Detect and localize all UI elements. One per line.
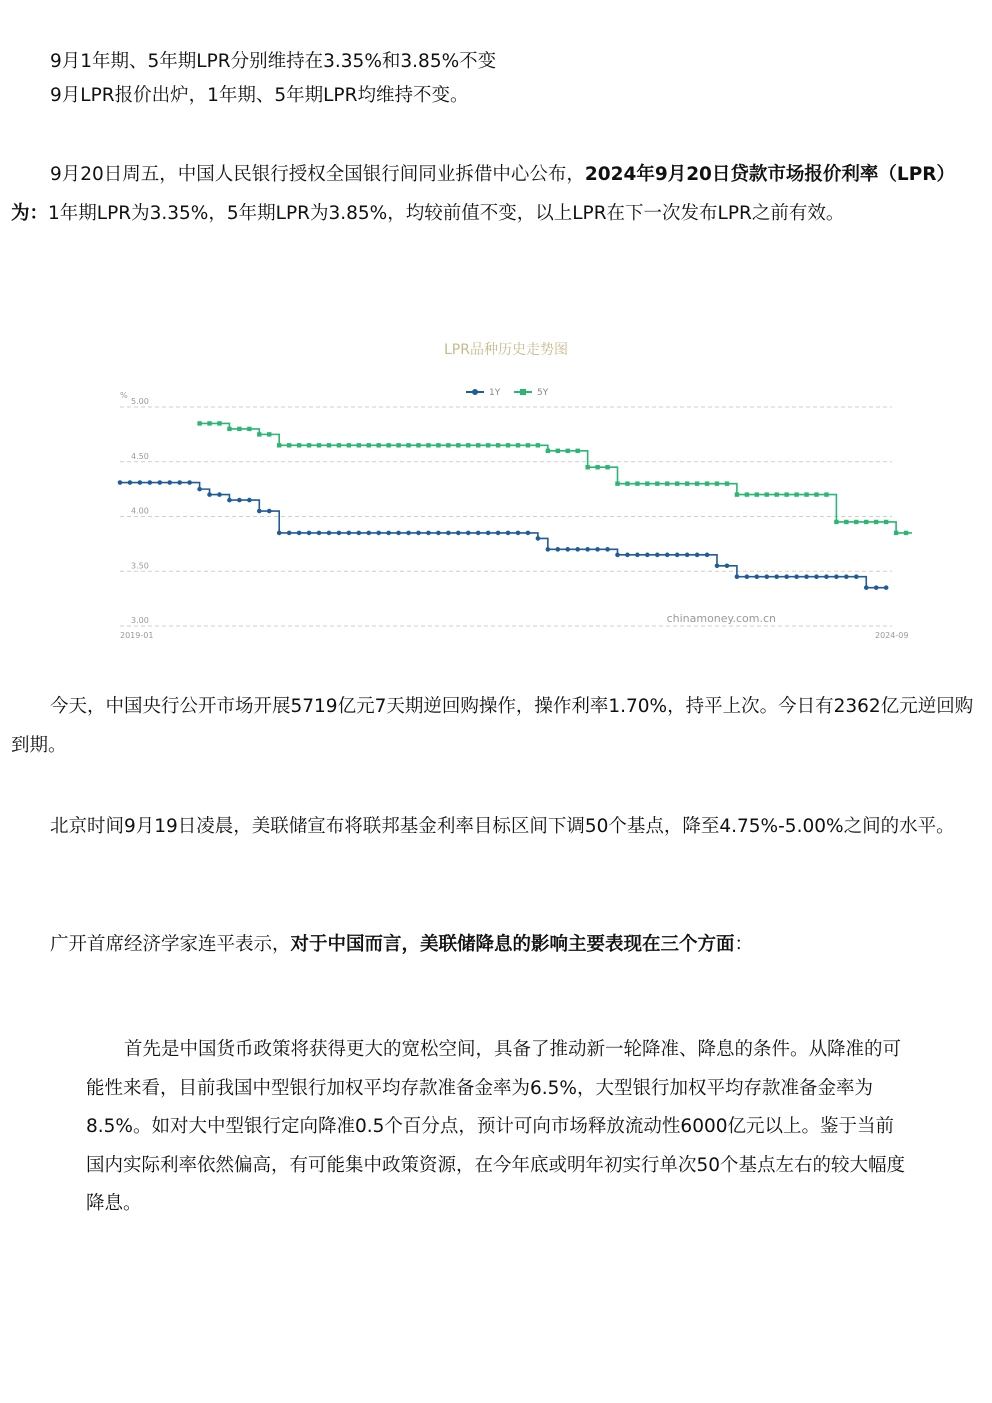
legend-5y-label: 5Y xyxy=(537,388,549,398)
data-point-5y xyxy=(516,443,520,447)
data-point-1y xyxy=(337,531,342,536)
data-point-1y xyxy=(486,531,491,536)
data-point-1y xyxy=(685,553,690,558)
data-point-5y xyxy=(377,443,381,447)
data-point-1y xyxy=(755,574,760,579)
data-point-5y xyxy=(277,443,281,447)
data-point-5y xyxy=(615,481,619,485)
y-axis-unit: % xyxy=(120,391,128,400)
data-point-5y xyxy=(406,443,410,447)
data-point-1y xyxy=(456,531,461,536)
data-point-5y xyxy=(894,531,898,535)
data-point-1y xyxy=(327,531,332,536)
data-point-5y xyxy=(367,443,371,447)
data-point-1y xyxy=(745,574,750,579)
legend-5y-marker xyxy=(520,389,526,395)
data-point-5y xyxy=(645,481,649,485)
data-point-5y xyxy=(844,520,848,524)
data-point-1y xyxy=(645,553,650,558)
data-point-5y xyxy=(685,481,689,485)
data-point-5y xyxy=(735,492,739,496)
data-point-5y xyxy=(595,465,599,469)
data-point-1y xyxy=(814,574,819,579)
data-point-5y xyxy=(347,443,351,447)
data-point-1y xyxy=(864,585,869,590)
data-point-5y xyxy=(416,443,420,447)
legend-1y-marker xyxy=(472,389,478,395)
data-point-1y xyxy=(128,480,133,485)
data-point-5y xyxy=(904,531,908,535)
data-point-1y xyxy=(725,563,730,568)
legend-1y-label: 1Y xyxy=(489,388,501,398)
chart-gridlines xyxy=(120,407,892,626)
data-point-5y xyxy=(386,443,390,447)
data-point-5y xyxy=(765,492,769,496)
data-point-5y xyxy=(217,421,221,425)
data-point-1y xyxy=(357,531,362,536)
data-point-1y xyxy=(774,574,779,579)
data-point-1y xyxy=(705,553,710,558)
data-point-5y xyxy=(655,481,659,485)
x-axis-end-label: 2024-09 xyxy=(875,631,909,640)
data-point-5y xyxy=(496,443,500,447)
data-point-5y xyxy=(297,443,301,447)
para4-bold: 对于中国而言，美联储降息的影响主要表现在三个方面 xyxy=(290,934,735,955)
data-point-1y xyxy=(735,574,740,579)
data-point-1y xyxy=(506,531,511,536)
data-point-5y xyxy=(775,492,779,496)
data-point-5y xyxy=(675,481,679,485)
data-point-5y xyxy=(526,443,530,447)
data-point-1y xyxy=(347,531,352,536)
data-point-1y xyxy=(605,547,610,552)
data-point-1y xyxy=(177,480,182,485)
data-point-1y xyxy=(187,480,192,485)
data-point-1y xyxy=(207,492,212,497)
data-point-1y xyxy=(804,574,809,579)
data-point-5y xyxy=(466,443,470,447)
paragraph-lpr-announcement xyxy=(11,156,981,233)
data-point-5y xyxy=(725,481,729,485)
data-point-1y xyxy=(565,547,570,552)
data-point-5y xyxy=(436,443,440,447)
data-point-5y xyxy=(824,492,828,496)
data-point-5y xyxy=(287,443,291,447)
data-point-1y xyxy=(874,585,879,590)
chart-title: LPR品种历史走势图 xyxy=(444,342,568,358)
data-point-1y xyxy=(556,547,561,552)
data-point-5y xyxy=(446,443,450,447)
data-point-5y xyxy=(307,443,311,447)
data-point-1y xyxy=(287,531,292,536)
quote-paragraph: 首先是中国货币政策将获得更大的宽松空间，具备了推动新一轮降准、降息的条件。从降准的可能性来看，目前我国中型银行加权平均存款准备金率为6.5%，大型银行加权平均存款准备金率为8.5%。如对大中型银行定向降准0.5个百分点，预计可向市场释放流动性6000亿元以上。鉴于当前国内实际利率依然偏高，有可能集中政策资源，在今年底或明年初实行单次50个基点左右的较大幅度降息。 xyxy=(86,1039,906,1214)
data-point-1y xyxy=(237,498,242,503)
data-point-1y xyxy=(257,509,262,514)
series-line-1y xyxy=(120,483,886,588)
data-point-5y xyxy=(705,481,709,485)
data-point-5y xyxy=(456,443,460,447)
data-point-5y xyxy=(426,443,430,447)
y-tick-label: 3.00 xyxy=(131,616,149,625)
data-point-1y xyxy=(635,553,640,558)
para4-text-a: 广开首席经济学家连平表示， xyxy=(50,934,291,955)
data-point-1y xyxy=(794,574,799,579)
data-point-1y xyxy=(466,531,471,536)
y-tick-label: 4.50 xyxy=(131,451,149,461)
data-point-1y xyxy=(546,547,551,552)
data-point-1y xyxy=(844,574,849,579)
data-point-1y xyxy=(655,553,660,558)
x-axis-start-label: 2019-01 xyxy=(120,631,154,640)
lpr-history-chart xyxy=(100,330,912,642)
data-point-1y xyxy=(834,574,839,579)
data-point-5y xyxy=(506,443,510,447)
data-point-1y xyxy=(197,487,202,492)
data-point-5y xyxy=(745,492,749,496)
data-point-1y xyxy=(884,585,889,590)
data-point-1y xyxy=(516,531,521,536)
data-point-1y xyxy=(526,531,531,536)
y-axis-ticks xyxy=(131,397,149,625)
chart-watermark: chinamoney.com.cn xyxy=(666,612,776,625)
headline-line-1: 9月1年期、5年期LPR分别维持在3.35%和3.85%不变 xyxy=(50,51,497,72)
data-point-5y xyxy=(854,520,858,524)
data-point-5y xyxy=(396,443,400,447)
y-tick-label: 3.50 xyxy=(131,561,149,571)
chart-legend xyxy=(466,388,549,398)
data-point-1y xyxy=(615,553,620,558)
para1-text-a: 9月20日周五，中国人民银行授权全国银行间同业拆借中心公布， xyxy=(50,164,585,185)
data-point-1y xyxy=(675,553,680,558)
data-point-1y xyxy=(297,531,302,536)
data-point-1y xyxy=(784,574,789,579)
data-point-1y xyxy=(307,531,312,536)
data-point-1y xyxy=(217,492,222,497)
para1-bold-lpr: 2024年9月20日贷款市场报价利率（LPR）为： xyxy=(11,164,956,224)
data-point-1y xyxy=(317,531,322,536)
data-point-5y xyxy=(814,492,818,496)
data-point-5y xyxy=(237,427,241,431)
headline-line-2: 9月LPR报价出炉，1年期、5年期LPR均维持不变。 xyxy=(50,85,469,106)
data-point-1y xyxy=(854,574,859,579)
data-point-5y xyxy=(486,443,490,447)
data-point-1y xyxy=(366,531,371,536)
data-point-1y xyxy=(446,531,451,536)
data-point-1y xyxy=(824,574,829,579)
data-point-5y xyxy=(207,421,211,425)
data-point-1y xyxy=(376,531,381,536)
data-point-5y xyxy=(556,449,560,453)
data-point-1y xyxy=(764,574,769,579)
data-point-5y xyxy=(794,492,798,496)
data-point-5y xyxy=(546,449,550,453)
data-point-1y xyxy=(585,547,590,552)
data-point-5y xyxy=(327,443,331,447)
paragraph-reverse-repo: 今天，中国央行公开市场开展5719亿元7天期逆回购操作，操作利率1.70%，持平上次。今日有2362亿元逆回购到期。 xyxy=(11,696,974,756)
data-point-5y xyxy=(625,481,629,485)
chart-series xyxy=(118,421,912,590)
data-point-5y xyxy=(874,520,878,524)
data-point-1y xyxy=(247,498,252,503)
data-point-1y xyxy=(416,531,421,536)
data-point-5y xyxy=(337,443,341,447)
data-point-1y xyxy=(406,531,411,536)
data-point-1y xyxy=(267,509,272,514)
data-point-1y xyxy=(227,498,232,503)
data-point-5y xyxy=(755,492,759,496)
data-point-5y xyxy=(695,481,699,485)
data-point-5y xyxy=(267,432,271,436)
data-point-5y xyxy=(635,481,639,485)
para4-colon: ： xyxy=(734,934,754,955)
data-point-1y xyxy=(665,553,670,558)
data-point-5y xyxy=(357,443,361,447)
data-point-1y xyxy=(496,531,501,536)
data-point-1y xyxy=(167,480,172,485)
data-point-1y xyxy=(118,480,123,485)
data-point-5y xyxy=(247,427,251,431)
data-point-5y xyxy=(576,449,580,453)
data-point-5y xyxy=(566,449,570,453)
data-point-1y xyxy=(715,563,720,568)
data-point-5y xyxy=(804,492,808,496)
data-point-1y xyxy=(138,480,143,485)
data-point-5y xyxy=(227,427,231,431)
data-point-1y xyxy=(386,531,391,536)
data-point-5y xyxy=(197,421,201,425)
data-point-5y xyxy=(864,520,868,524)
data-point-1y xyxy=(396,531,401,536)
y-tick-label: 5.00 xyxy=(131,397,149,406)
para1-text-c: 1年期LPR为3.35%，5年期LPR为3.85%，均较前值不变，以上LPR在下一次发布LPR之前有效。 xyxy=(48,202,845,224)
data-point-1y xyxy=(536,536,541,541)
data-point-5y xyxy=(536,443,540,447)
data-point-5y xyxy=(884,520,888,524)
data-point-5y xyxy=(784,492,788,496)
data-point-5y xyxy=(585,465,589,469)
data-point-1y xyxy=(158,480,163,485)
data-point-1y xyxy=(625,553,630,558)
data-point-1y xyxy=(277,531,282,536)
data-point-5y xyxy=(257,432,261,436)
paragraph-fed-cut: 北京时间9月19日凌晨，美联储宣布将联邦基金利率目标区间下调50个基点，降至4.75%-5.00%之间的水平。 xyxy=(50,816,955,837)
data-point-5y xyxy=(476,443,480,447)
data-point-1y xyxy=(436,531,441,536)
data-point-5y xyxy=(605,465,609,469)
data-point-1y xyxy=(148,480,153,485)
data-point-1y xyxy=(595,547,600,552)
data-point-5y xyxy=(715,481,719,485)
data-point-5y xyxy=(834,520,838,524)
y-tick-label: 4.00 xyxy=(131,506,149,516)
data-point-1y xyxy=(575,547,580,552)
data-point-1y xyxy=(476,531,481,536)
data-point-1y xyxy=(695,553,700,558)
data-point-5y xyxy=(317,443,321,447)
paragraph-economist-intro xyxy=(11,926,981,965)
data-point-1y xyxy=(426,531,431,536)
data-point-5y xyxy=(665,481,669,485)
